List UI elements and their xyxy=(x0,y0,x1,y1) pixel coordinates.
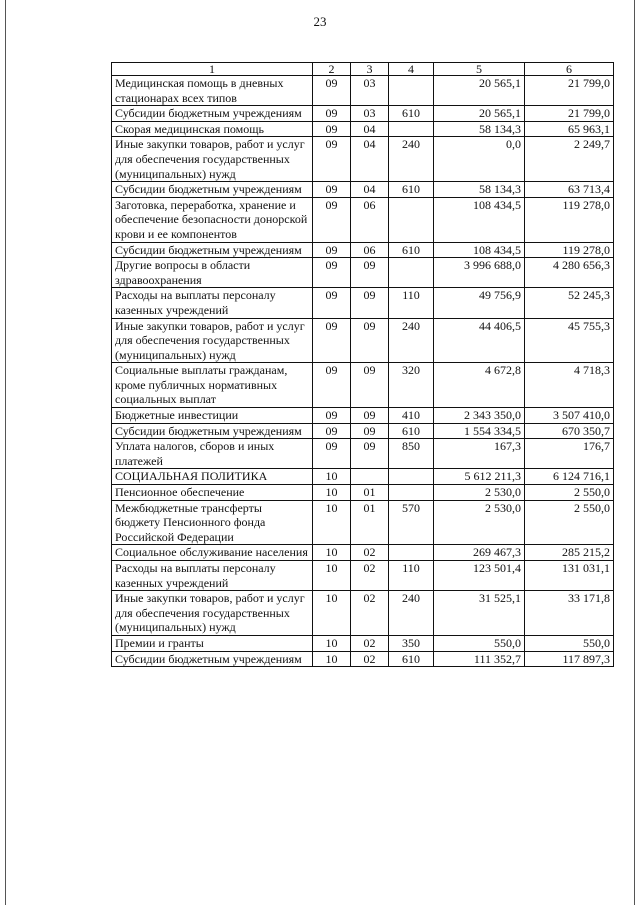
cell-section: 09 xyxy=(313,121,351,137)
cell-section: 09 xyxy=(313,197,351,242)
cell-section: 10 xyxy=(313,651,351,667)
table-row xyxy=(112,561,614,591)
cell-name: Заготовка, переработка, хранение и обеспечение безопасности донорской крови и ее компонентов xyxy=(112,197,313,242)
cell-expense-type: 610 xyxy=(389,651,434,667)
cell-expense-type: 240 xyxy=(389,137,434,182)
cell-section: 09 xyxy=(313,318,351,363)
cell-subsection: 09 xyxy=(351,363,389,408)
cell-name: Субсидии бюджетным учреждениям xyxy=(112,106,313,122)
cell-section: 09 xyxy=(313,76,351,106)
cell-name: Премии и гранты xyxy=(112,635,313,651)
table-row xyxy=(112,500,614,545)
cell-section: 10 xyxy=(313,591,351,636)
cell-amount-year-1: 5 612 211,3 xyxy=(434,469,525,485)
cell-expense-type: 570 xyxy=(389,500,434,545)
cell-section: 09 xyxy=(313,439,351,469)
cell-expense-type xyxy=(389,197,434,242)
cell-amount-year-2: 3 507 410,0 xyxy=(525,408,614,424)
cell-name: Бюджетные инвестиции xyxy=(112,408,313,424)
cell-amount-year-1: 31 525,1 xyxy=(434,591,525,636)
cell-name: Иные закупки товаров, работ и услуг для обеспечения государственных (муниципальных) нужд xyxy=(112,137,313,182)
cell-amount-year-1: 20 565,1 xyxy=(434,106,525,122)
cell-name: Уплата налогов, сборов и иных платежей xyxy=(112,439,313,469)
header-col-1: 1 xyxy=(112,63,313,76)
cell-expense-type: 350 xyxy=(389,635,434,651)
cell-name: Межбюджетные трансферты бюджету Пенсионного фонда Российской Федерации xyxy=(112,500,313,545)
table-row xyxy=(112,288,614,318)
table-row xyxy=(112,635,614,651)
table-row xyxy=(112,591,614,636)
scan-edge-left xyxy=(5,0,6,905)
cell-expense-type xyxy=(389,545,434,561)
cell-amount-year-2: 4 280 656,3 xyxy=(525,258,614,288)
cell-section: 09 xyxy=(313,408,351,424)
table-row xyxy=(112,545,614,561)
table-header xyxy=(112,63,614,76)
cell-section: 10 xyxy=(313,500,351,545)
cell-section: 09 xyxy=(313,363,351,408)
cell-subsection: 02 xyxy=(351,635,389,651)
header-row xyxy=(112,63,614,76)
cell-amount-year-2: 176,7 xyxy=(525,439,614,469)
cell-section: 09 xyxy=(313,106,351,122)
cell-name: Субсидии бюджетным учреждениям xyxy=(112,423,313,439)
table-row xyxy=(112,318,614,363)
page-number: 23 xyxy=(313,14,327,29)
cell-expense-type xyxy=(389,76,434,106)
cell-amount-year-1: 123 501,4 xyxy=(434,561,525,591)
cell-name: Скорая медицинская помощь xyxy=(112,121,313,137)
header-col-4: 4 xyxy=(389,63,434,76)
cell-expense-type: 610 xyxy=(389,182,434,198)
cell-subsection: 09 xyxy=(351,439,389,469)
cell-amount-year-2: 4 718,3 xyxy=(525,363,614,408)
header-col-3: 3 xyxy=(351,63,389,76)
cell-expense-type: 320 xyxy=(389,363,434,408)
table-row xyxy=(112,485,614,501)
cell-section: 10 xyxy=(313,485,351,501)
cell-amount-year-1: 108 434,5 xyxy=(434,242,525,258)
cell-name: СОЦИАЛЬНАЯ ПОЛИТИКА xyxy=(112,469,313,485)
cell-amount-year-2: 2 550,0 xyxy=(525,500,614,545)
cell-subsection: 09 xyxy=(351,288,389,318)
header-col-6: 6 xyxy=(525,63,614,76)
cell-subsection: 04 xyxy=(351,137,389,182)
cell-amount-year-1: 49 756,9 xyxy=(434,288,525,318)
table-row xyxy=(112,76,614,106)
cell-subsection: 02 xyxy=(351,591,389,636)
cell-expense-type: 240 xyxy=(389,591,434,636)
cell-amount-year-1: 269 467,3 xyxy=(434,545,525,561)
cell-amount-year-2: 131 031,1 xyxy=(525,561,614,591)
cell-expense-type xyxy=(389,121,434,137)
cell-section: 10 xyxy=(313,469,351,485)
cell-amount-year-2: 117 897,3 xyxy=(525,651,614,667)
cell-subsection: 01 xyxy=(351,500,389,545)
cell-name: Медицинская помощь в дневных стационарах всех типов xyxy=(112,76,313,106)
cell-amount-year-1: 108 434,5 xyxy=(434,197,525,242)
cell-expense-type: 410 xyxy=(389,408,434,424)
cell-name: Социальное обслуживание населения xyxy=(112,545,313,561)
cell-amount-year-2: 21 799,0 xyxy=(525,76,614,106)
cell-subsection: 04 xyxy=(351,121,389,137)
cell-name: Субсидии бюджетным учреждениям xyxy=(112,182,313,198)
header-col-5: 5 xyxy=(434,63,525,76)
cell-subsection: 09 xyxy=(351,258,389,288)
cell-expense-type: 610 xyxy=(389,106,434,122)
cell-name: Субсидии бюджетным учреждениям xyxy=(112,651,313,667)
cell-subsection: 01 xyxy=(351,485,389,501)
cell-subsection xyxy=(351,469,389,485)
cell-amount-year-1: 1 554 334,5 xyxy=(434,423,525,439)
scan-edge-right xyxy=(634,0,635,905)
cell-expense-type: 850 xyxy=(389,439,434,469)
cell-amount-year-2: 550,0 xyxy=(525,635,614,651)
cell-amount-year-1: 167,3 xyxy=(434,439,525,469)
table-row xyxy=(112,197,614,242)
cell-name: Пенсионное обеспечение xyxy=(112,485,313,501)
cell-amount-year-1: 111 352,7 xyxy=(434,651,525,667)
cell-name: Социальные выплаты гражданам, кроме публичных нормативных социальных выплат xyxy=(112,363,313,408)
cell-name: Расходы на выплаты персоналу казенных учреждений xyxy=(112,561,313,591)
cell-name: Субсидии бюджетным учреждениям xyxy=(112,242,313,258)
cell-section: 09 xyxy=(313,258,351,288)
table-row xyxy=(112,121,614,137)
cell-amount-year-1: 3 996 688,0 xyxy=(434,258,525,288)
cell-amount-year-1: 2 530,0 xyxy=(434,500,525,545)
cell-section: 09 xyxy=(313,423,351,439)
cell-amount-year-2: 21 799,0 xyxy=(525,106,614,122)
table-row xyxy=(112,408,614,424)
cell-name: Другие вопросы в области здравоохранения xyxy=(112,258,313,288)
cell-subsection: 09 xyxy=(351,423,389,439)
header-col-2: 2 xyxy=(313,63,351,76)
cell-expense-type: 240 xyxy=(389,318,434,363)
cell-amount-year-2: 65 963,1 xyxy=(525,121,614,137)
cell-section: 10 xyxy=(313,545,351,561)
cell-subsection: 09 xyxy=(351,318,389,363)
cell-amount-year-1: 44 406,5 xyxy=(434,318,525,363)
cell-amount-year-2: 45 755,3 xyxy=(525,318,614,363)
cell-expense-type: 110 xyxy=(389,561,434,591)
cell-expense-type: 110 xyxy=(389,288,434,318)
cell-subsection: 06 xyxy=(351,197,389,242)
cell-section: 09 xyxy=(313,137,351,182)
cell-section: 09 xyxy=(313,242,351,258)
cell-amount-year-1: 550,0 xyxy=(434,635,525,651)
cell-section: 10 xyxy=(313,635,351,651)
cell-amount-year-2: 119 278,0 xyxy=(525,197,614,242)
cell-amount-year-2: 52 245,3 xyxy=(525,288,614,318)
cell-expense-type: 610 xyxy=(389,242,434,258)
cell-amount-year-2: 2 249,7 xyxy=(525,137,614,182)
cell-subsection: 03 xyxy=(351,106,389,122)
cell-expense-type xyxy=(389,258,434,288)
cell-subsection: 03 xyxy=(351,76,389,106)
cell-amount-year-1: 58 134,3 xyxy=(434,182,525,198)
budget-table xyxy=(111,62,614,667)
cell-expense-type: 610 xyxy=(389,423,434,439)
cell-name: Расходы на выплаты персоналу казенных учреждений xyxy=(112,288,313,318)
cell-section: 09 xyxy=(313,182,351,198)
cell-amount-year-1: 58 134,3 xyxy=(434,121,525,137)
cell-section: 10 xyxy=(313,561,351,591)
cell-amount-year-1: 2 530,0 xyxy=(434,485,525,501)
cell-subsection: 02 xyxy=(351,651,389,667)
table-row xyxy=(112,137,614,182)
cell-amount-year-1: 20 565,1 xyxy=(434,76,525,106)
cell-amount-year-2: 285 215,2 xyxy=(525,545,614,561)
cell-amount-year-1: 4 672,8 xyxy=(434,363,525,408)
table-row xyxy=(112,651,614,667)
table-row xyxy=(112,182,614,198)
cell-expense-type xyxy=(389,469,434,485)
table-row xyxy=(112,242,614,258)
cell-subsection: 02 xyxy=(351,545,389,561)
cell-subsection: 02 xyxy=(351,561,389,591)
table-row xyxy=(112,469,614,485)
cell-subsection: 09 xyxy=(351,408,389,424)
cell-amount-year-1: 2 343 350,0 xyxy=(434,408,525,424)
cell-amount-year-2: 33 171,8 xyxy=(525,591,614,636)
cell-amount-year-2: 6 124 716,1 xyxy=(525,469,614,485)
table-row xyxy=(112,106,614,122)
cell-subsection: 06 xyxy=(351,242,389,258)
cell-amount-year-2: 670 350,7 xyxy=(525,423,614,439)
cell-amount-year-2: 63 713,4 xyxy=(525,182,614,198)
table-row xyxy=(112,258,614,288)
cell-expense-type xyxy=(389,485,434,501)
cell-name: Иные закупки товаров, работ и услуг для обеспечения государственных (муниципальных) нужд xyxy=(112,591,313,636)
table-row xyxy=(112,423,614,439)
cell-amount-year-2: 119 278,0 xyxy=(525,242,614,258)
table-body xyxy=(112,76,614,667)
table-row xyxy=(112,363,614,408)
table-row xyxy=(112,439,614,469)
cell-subsection: 04 xyxy=(351,182,389,198)
cell-name: Иные закупки товаров, работ и услуг для обеспечения государственных (муниципальных) нужд xyxy=(112,318,313,363)
cell-amount-year-2: 2 550,0 xyxy=(525,485,614,501)
cell-section: 09 xyxy=(313,288,351,318)
cell-amount-year-1: 0,0 xyxy=(434,137,525,182)
